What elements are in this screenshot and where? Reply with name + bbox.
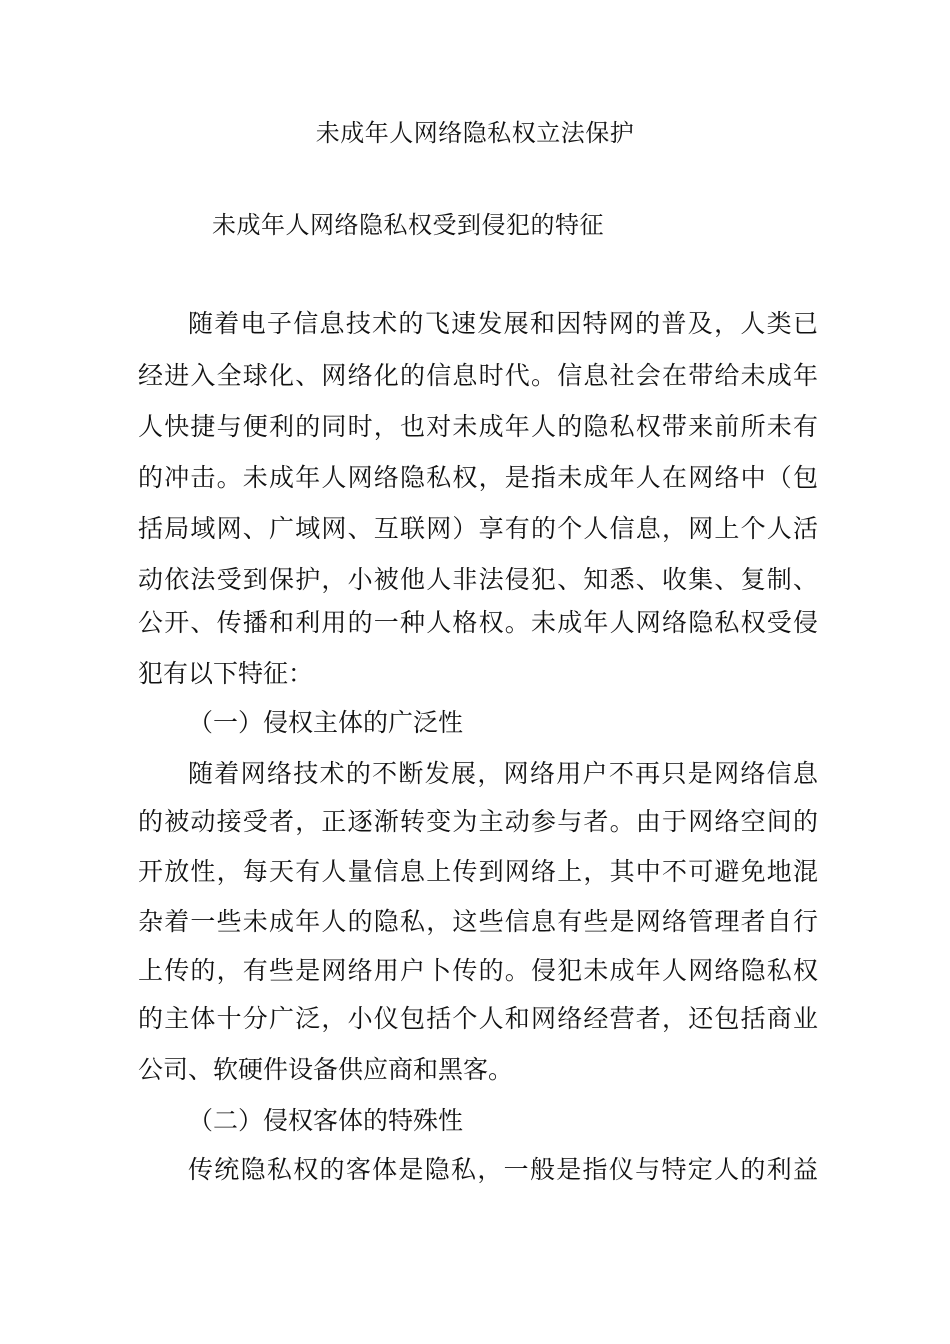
paragraph-line: 随着电子信息技术的飞速发展和因特网的普及，人类已 xyxy=(188,309,818,338)
paragraph-line: 上传的，有些是网络用户卜传的。侵犯未成年人网络隐私权 xyxy=(138,956,818,985)
paragraph-line: 的冲击。未成年人网络隐私权，是指未成年人在网络中（包 xyxy=(138,463,818,492)
subheading: （一）侵权主体的广泛性 xyxy=(188,708,464,737)
paragraph-line: 动依法受到保护，小被他人非法侵犯、知悉、收集、复制、 xyxy=(138,565,818,594)
paragraph-line: 传统隐私权的客体是隐私，一般是指仪与特定人的利益 xyxy=(188,1155,818,1184)
section-title: 未成年人网络隐私权受到侵犯的特征 xyxy=(212,211,604,239)
paragraph-line: 随着网络技术的不断发展，网络用户不再只是网络信息 xyxy=(188,759,818,788)
paragraph-line: 杂着一些未成年人的隐私，这些信息有些是网络管理者自行 xyxy=(138,907,818,936)
paragraph-line: 的被动接受者，正逐渐转变为主动参与者。由于网络空间的 xyxy=(138,807,818,836)
paragraph-line: 公司、软硬件设备供应商和黑客。 xyxy=(138,1055,514,1084)
paragraph-line: 的主体十分广泛，小仪包括个人和网络经营者，还包括商业 xyxy=(138,1004,818,1033)
subheading: （二）侵权客体的特殊性 xyxy=(188,1106,464,1135)
paragraph-line: 犯有以下特征： xyxy=(138,659,314,688)
paragraph-line: 人快捷与便利的同时，也对未成年人的隐私权带来前所未有 xyxy=(138,412,818,441)
paragraph-line: 经进入全球化、网络化的信息时代。信息社会在带给未成年 xyxy=(138,361,818,390)
paragraph-line: 括局域网、广域网、互联网）享有的个人信息，网上个人活 xyxy=(138,514,818,543)
document-title: 未成年人网络隐私权立法保护 xyxy=(315,119,635,147)
paragraph-line: 开放性，每天有人量信息上传到网络上，其中不可避免地混 xyxy=(138,857,818,886)
paragraph-line: 公开、传播和利用的一种人格权。未成年人网络隐私权受侵 xyxy=(138,608,818,637)
